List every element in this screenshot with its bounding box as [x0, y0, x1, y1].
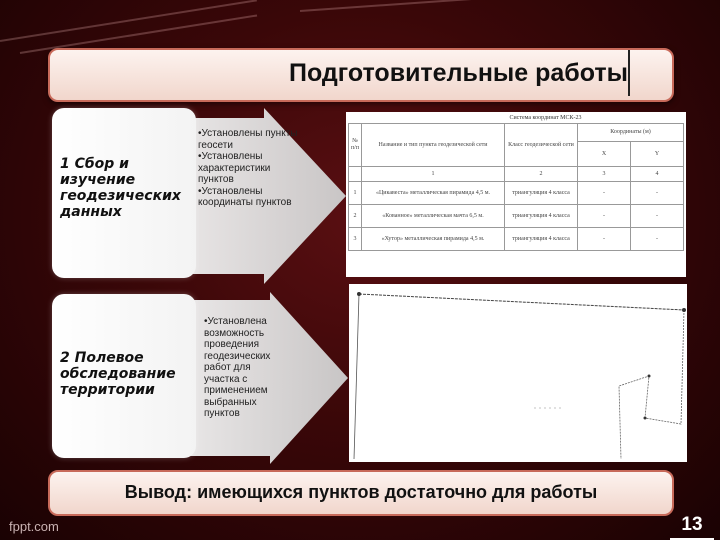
conclusion-bar — [48, 470, 674, 516]
step1-label: 1 Сбор и изучение геодезических данных — [60, 156, 181, 220]
row-num: 2 — [349, 205, 362, 228]
survey-sketch — [349, 284, 687, 462]
table-caption: Система координат МСК-23 — [509, 115, 582, 121]
footer-brand: fppt.com — [9, 519, 59, 534]
row-name: «Цикавеста» металлическая пирамида 4,5 м. — [362, 182, 505, 205]
step2-card — [52, 294, 196, 458]
table-row — [349, 182, 684, 205]
index-cell — [349, 167, 362, 182]
row-class: триангуляция 4 класса — [505, 205, 578, 228]
header-x: X — [578, 142, 631, 167]
step1-bullet: •Установлены пункты геосети — [198, 128, 298, 151]
row-class: триангуляция 4 класса — [505, 228, 578, 251]
geodetic-table-panel — [346, 112, 686, 277]
step2-bullet: •Установлена возможность проведения геодезических работ для участка с применением выбранных пунктов — [204, 316, 271, 419]
site-survey-diagram — [349, 284, 687, 462]
row-y: - — [631, 205, 684, 228]
row-y: - — [631, 182, 684, 205]
index-cell: 3 — [578, 167, 631, 182]
header-y: Y — [631, 142, 684, 167]
step1-bullet: •Установлены координаты пунктов — [198, 185, 292, 208]
row-num: 3 — [349, 228, 362, 251]
page-number: 13 — [670, 512, 714, 540]
row-num: 1 — [349, 182, 362, 205]
index-cell: 1 — [362, 167, 505, 182]
step2-bullets — [204, 316, 288, 420]
step1-bullet: •Установлены характеристики пунктов — [198, 151, 271, 185]
row-name: «Хутор» металлическая пирамида 4,5 м. — [362, 228, 505, 251]
index-cell: 4 — [631, 167, 684, 182]
row-x: - — [578, 228, 631, 251]
row-class: триангуляция 4 класса — [505, 182, 578, 205]
step2-label: 2 Полевое обследование территории — [60, 350, 176, 398]
table-index-row — [349, 167, 684, 182]
step1-bullets — [198, 128, 298, 209]
step1-card — [52, 108, 196, 278]
table-row — [349, 205, 684, 228]
row-x: - — [578, 182, 631, 205]
header-name: Название и тип пункта геодезической сети — [362, 124, 505, 167]
row-x: - — [578, 205, 631, 228]
header-num: № п/п — [349, 124, 362, 167]
row-name: «Кованное» металлическая мачта 6,5 м. — [362, 205, 505, 228]
title-divider — [628, 50, 630, 96]
header-coords: Координаты (м) — [578, 124, 684, 142]
header-class: Класс геодезической сети — [505, 124, 578, 167]
title-bar — [48, 48, 674, 102]
table-row — [349, 228, 684, 251]
slide-title: Подготовительные работы — [289, 59, 628, 87]
index-cell: 2 — [505, 167, 578, 182]
geodetic-points-table — [348, 114, 684, 251]
conclusion-text: Вывод: имеющихся пунктов достаточно для работы — [124, 482, 598, 502]
row-y: - — [631, 228, 684, 251]
